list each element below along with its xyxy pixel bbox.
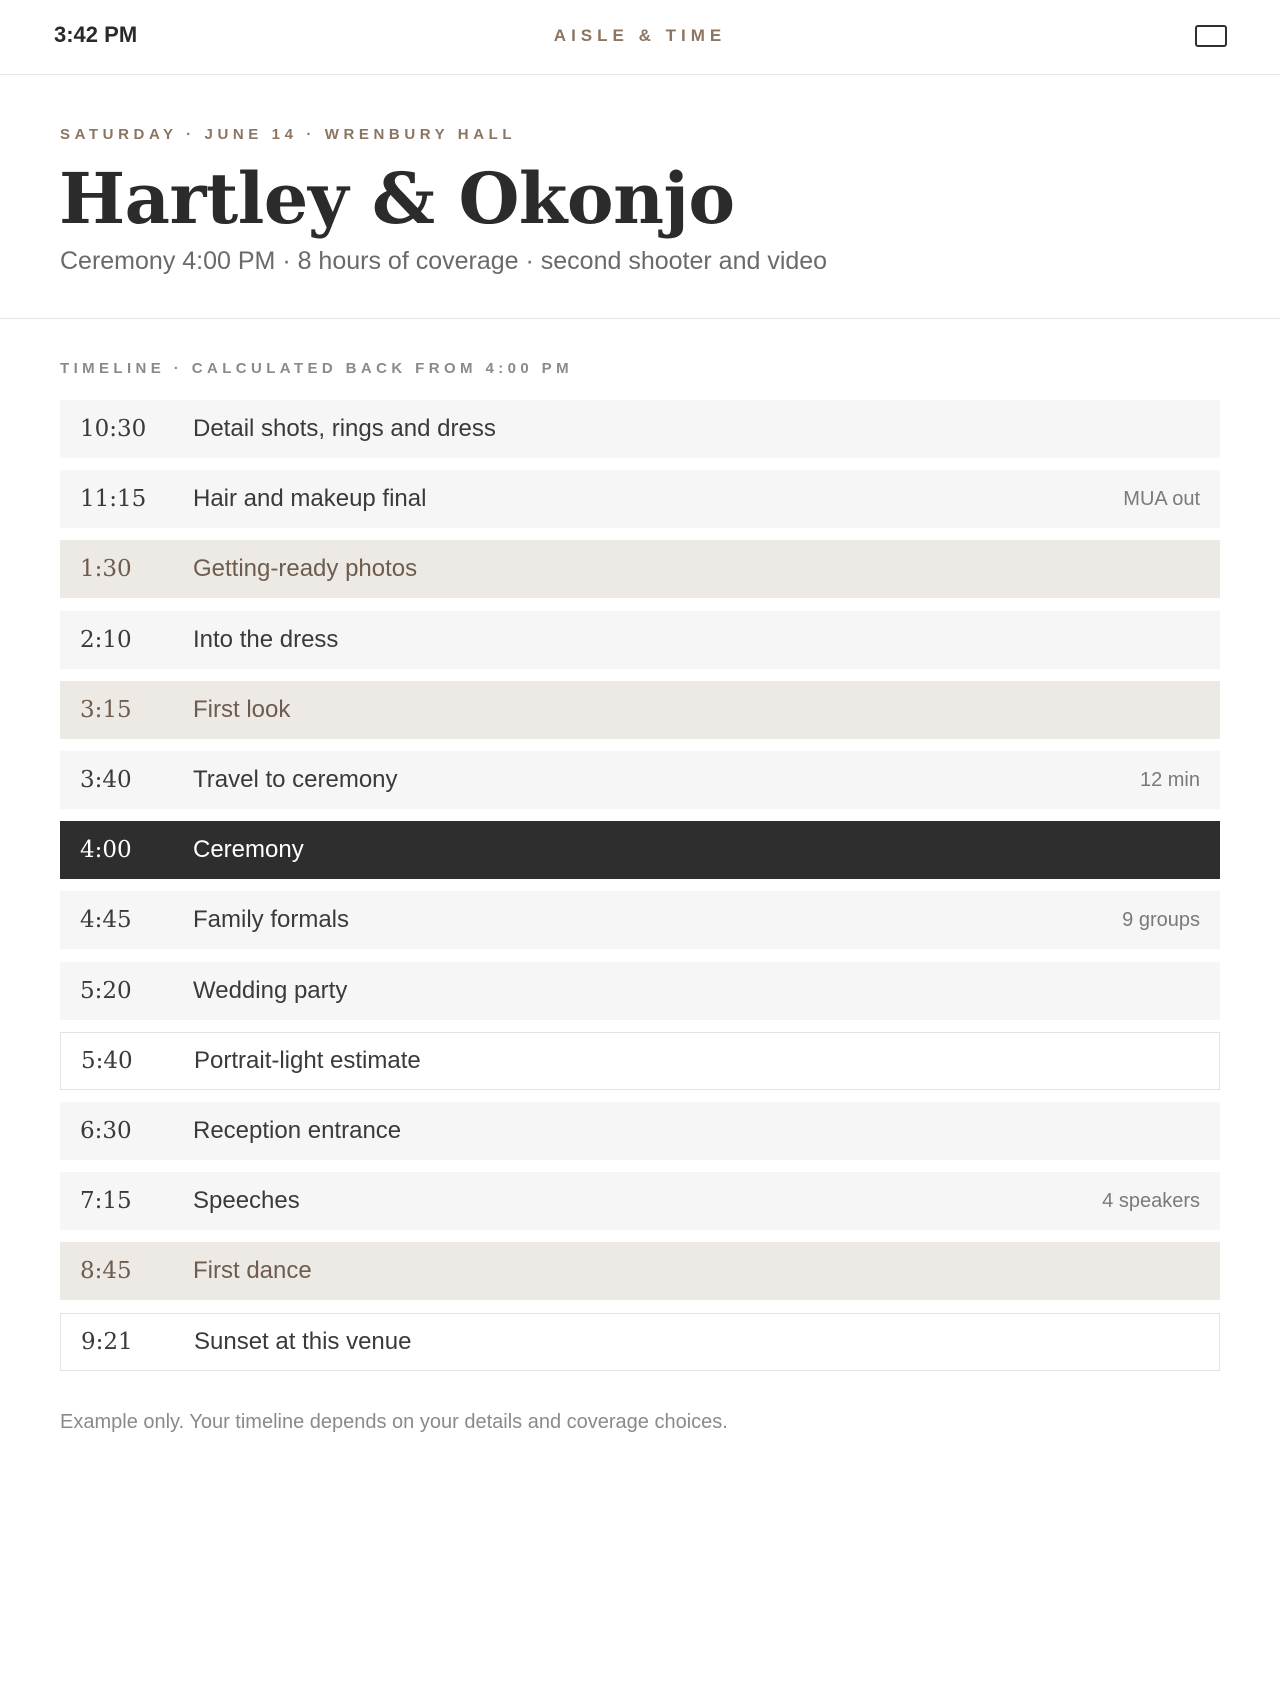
timeline-row[interactable]	[60, 962, 1220, 1020]
window-icon[interactable]	[1195, 25, 1227, 47]
row-label: Speeches	[193, 1187, 300, 1214]
timeline-row[interactable]	[60, 821, 1220, 879]
event-header	[0, 75, 1280, 319]
row-note: 4 speakers	[1102, 1189, 1200, 1212]
row-label: Hair and makeup final	[193, 485, 427, 512]
timeline-heading: TIMELINE · CALCULATED BACK FROM 4:00 PM	[60, 360, 573, 377]
event-eyebrow: SATURDAY · JUNE 14 · WRENBURY HALL	[60, 126, 517, 143]
timeline-row[interactable]	[60, 1172, 1220, 1230]
status-time: 3:42 PM	[54, 22, 138, 47]
row-label: First dance	[193, 1257, 312, 1284]
timeline-row[interactable]	[60, 751, 1220, 809]
timeline-row[interactable]	[60, 1032, 1220, 1090]
timeline-row[interactable]	[60, 470, 1220, 528]
row-time: 3:40	[80, 767, 132, 793]
row-time: 4:45	[80, 907, 132, 933]
row-label: Portrait-light estimate	[194, 1047, 421, 1074]
row-time: 6:30	[80, 1118, 132, 1144]
timeline-row[interactable]	[60, 540, 1220, 598]
row-label: Into the dress	[193, 626, 339, 653]
row-label: Reception entrance	[193, 1117, 402, 1144]
row-time: 1:30	[80, 556, 132, 582]
row-label: Wedding party	[193, 977, 348, 1004]
row-time: 7:15	[80, 1188, 132, 1214]
row-time: 3:15	[80, 697, 132, 723]
row-time: 4:00	[80, 837, 132, 863]
event-summary: Ceremony 4:00 PM · 8 hours of coverage · second shooter and video	[60, 247, 828, 275]
row-label: Sunset at this venue	[194, 1328, 412, 1355]
app-brand: AISLE & TIME	[553, 26, 727, 45]
row-time: 2:10	[80, 627, 132, 653]
footnote: Example only. Your timeline depends on your details and coverage choices.	[60, 1411, 728, 1433]
row-note: 9 groups	[1122, 908, 1200, 931]
timeline-row[interactable]	[60, 1313, 1220, 1371]
row-label: Getting-ready photos	[193, 555, 418, 582]
row-time: 8:45	[80, 1258, 132, 1284]
row-time: 9:21	[81, 1329, 133, 1355]
timeline-row[interactable]	[60, 681, 1220, 739]
row-label: Ceremony	[193, 836, 304, 863]
row-label: Travel to ceremony	[193, 766, 398, 793]
row-label: First look	[193, 696, 291, 723]
timeline-row[interactable]	[60, 611, 1220, 669]
timeline-row[interactable]	[60, 1102, 1220, 1160]
timeline-row[interactable]	[60, 891, 1220, 949]
page-title: Hartley & Okonjo	[59, 157, 735, 240]
status-bar	[0, 0, 1280, 75]
row-note: 12 min	[1139, 768, 1200, 791]
row-time: 11:15	[80, 486, 147, 512]
timeline-row[interactable]	[60, 400, 1220, 458]
row-label: Detail shots, rings and dress	[193, 415, 496, 442]
row-time: 5:20	[80, 978, 132, 1004]
row-time: 5:40	[81, 1048, 133, 1074]
timeline-row[interactable]	[60, 1242, 1220, 1300]
row-note: MUA out	[1123, 487, 1200, 510]
row-label: Family formals	[193, 906, 350, 933]
row-time: 10:30	[80, 416, 147, 442]
